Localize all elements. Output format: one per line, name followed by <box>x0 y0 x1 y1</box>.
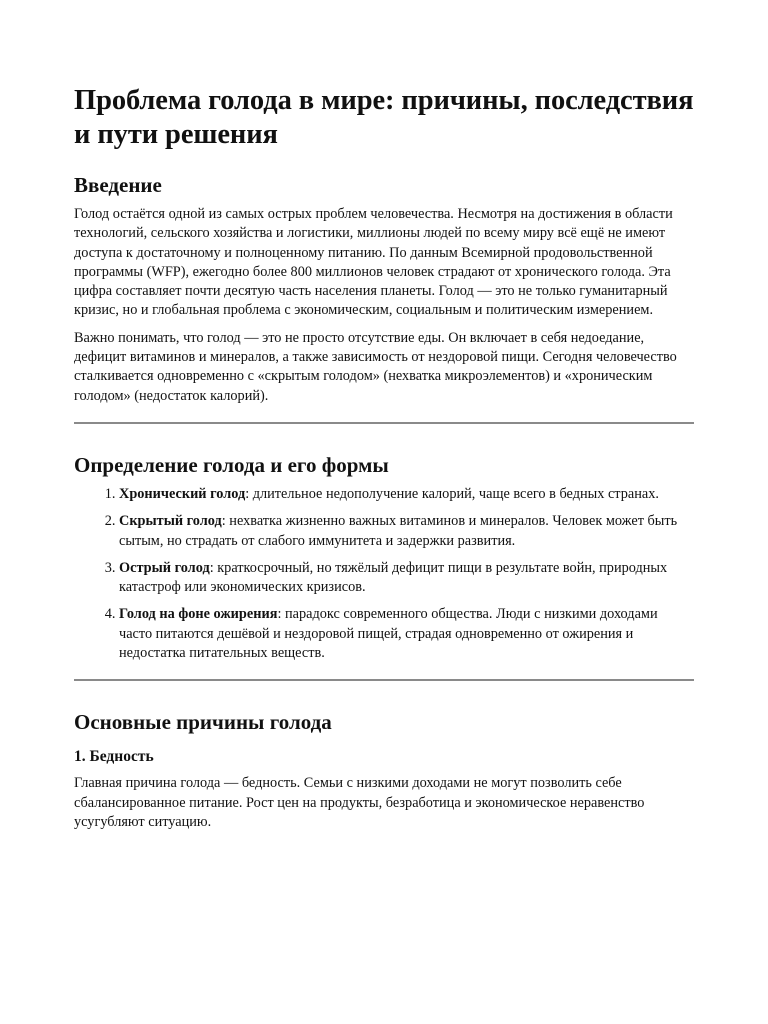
forms-section <box>74 452 694 663</box>
forms-list <box>74 485 694 663</box>
list-item-desc: : длительное недополучение калорий, чаще всего в бедных странах. <box>245 485 659 502</box>
list-item-term: Острый голод <box>119 559 210 576</box>
list-item-term: Скрытый голод <box>119 513 222 530</box>
causes-heading: Основные причины голода <box>74 710 332 735</box>
list-item-desc: : нехватка жизненно важных витаминов и минералов. Человек может быть сытым, но страдать от слабого иммунитета и задержки развития. <box>119 513 678 549</box>
list-item <box>119 485 694 504</box>
poverty-subheading: 1. Бедность <box>74 748 154 766</box>
section-divider <box>74 679 694 681</box>
list-item-term: Хронический голод <box>119 485 246 502</box>
list-item-desc: : краткосрочный, но тяжёлый дефицит пищи в результате войн, природных катастроф или экономических кризисов. <box>119 559 668 596</box>
intro-heading: Введение <box>74 173 162 197</box>
document-title: Проблема голода в мире: причины, последствия и пути решения <box>74 85 694 150</box>
list-item <box>119 512 694 551</box>
section-divider <box>74 422 694 424</box>
intro-paragraph: Голод остаётся одной из самых острых проблем человечества. Несмотря на достижения в области технологий, сельского хозяйства и логистики, миллионы людей по всему миру всё ещё не имеют доступа к достаточному и полноценному питанию. По данным Всемирной продовольственной программы (WFP), ежегодно более 800 миллионов человек страдают от хронического голода. Эта цифра составляет почти десятую часть населения планеты. Голод — это не только гуманитарный кризис, но и глобальная проблема с экономическим, социальным и политическим измерением. <box>74 206 673 319</box>
list-item <box>119 559 694 598</box>
forms-heading: Определение голода и его формы <box>74 452 389 477</box>
list-item-desc: : парадокс современного общества. Люди с низкими доходами часто питаются дешёвой и нездоровой пищей, страдая одновременно от ожирения и недостатка питательных веществ. <box>119 606 658 662</box>
intro-paragraph: Важно понимать, что голод — это не просто отсутствие еды. Он включает в себя недоедание, дефицит витаминов и минералов, а также зависимость от нездоровой пищи. Сегодня человечество сталкивается одновременно с «скрытым голодом» (нехватка микроэлементов) и «хроническим голодом» (недостаток калорий). <box>74 329 677 404</box>
list-item-term: Голод на фоне ожирения <box>119 606 278 623</box>
poverty-paragraph: Главная причина голода — бедность. Семьи с низкими доходами не могут позволить себе сбалансированное питание. Рост цен на продукты, безработица и экономическое неравенство усугубляют ситуацию. <box>74 775 645 830</box>
list-item <box>119 605 694 663</box>
intro-section <box>74 172 694 406</box>
causes-section <box>74 709 694 832</box>
